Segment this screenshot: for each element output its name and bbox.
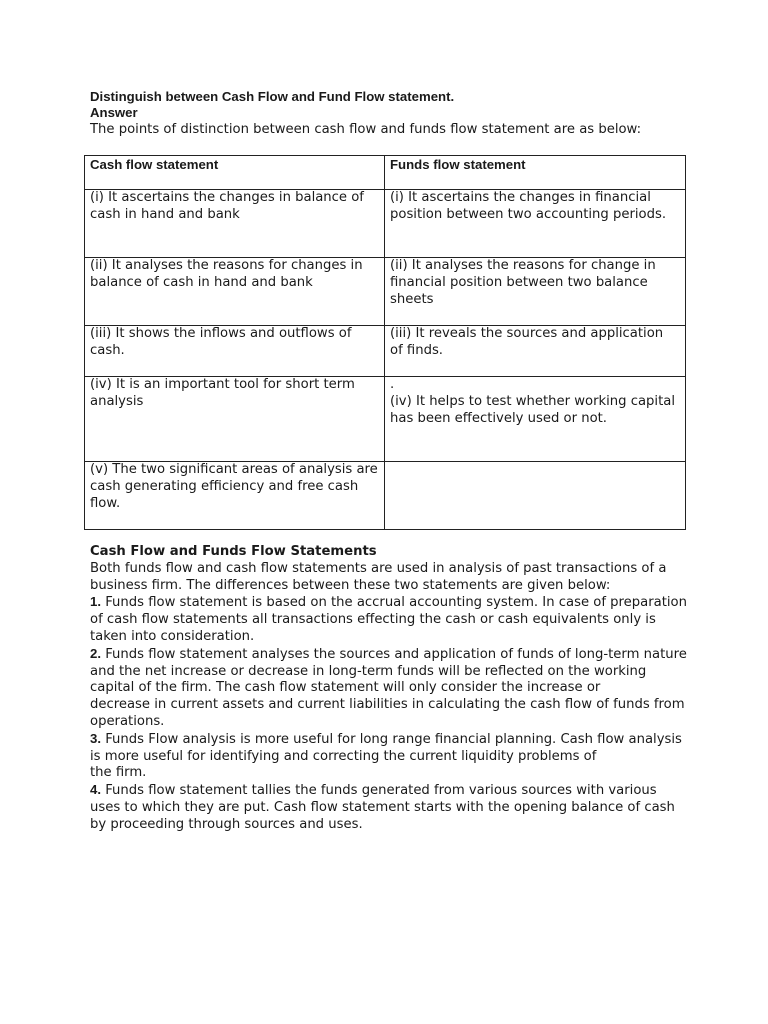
document-header (90, 89, 690, 139)
table-row (85, 190, 686, 258)
point-text: Funds Flow analysis is more useful for long range financial planning. Cash flow analysis is more useful for identifying and correcting the current liquidity problems of (90, 731, 682, 764)
point-text: Funds flow statement analyses the sources and application of funds of long-term nature and the net increase or decrease in long-term funds will be reflected on the working capital of the firm. The cash flow statement will only consider the increase or (90, 646, 687, 696)
funds-cell (385, 377, 686, 462)
explanation-section (90, 544, 690, 834)
table-row (85, 326, 686, 377)
point-paragraph (90, 646, 690, 697)
table-row (85, 377, 686, 462)
funds-cell: (i) It ascertains the changes in financial position between two accounting periods. (385, 190, 686, 258)
point-number: 3. (90, 730, 101, 746)
point-continuation: uses to which they are put. Cash flow statement starts with the opening balance of cash by proceeding through sources and uses. (90, 799, 675, 832)
point-continuation: decrease in current assets and current liabilities in calculating the cash flow of funds from operations. (90, 697, 685, 729)
point-paragraph (90, 594, 690, 645)
funds-cell-empty (385, 462, 686, 530)
point-continuation: the firm. (90, 765, 147, 781)
funds-dot: . (390, 377, 395, 392)
table-header-row (85, 156, 686, 190)
funds-cell: (iii) It reveals the sources and application of finds. (385, 326, 686, 377)
point-text: Funds flow statement tallies the funds generated from various sources with various (101, 783, 657, 799)
point-number: 2. (90, 645, 101, 661)
funds-cell: (ii) It analyses the reasons for change in financial position between two balance sheets (385, 258, 686, 326)
point-number: 4. (90, 782, 101, 798)
intro-paragraph: The points of distinction between cash flow and funds flow statement are as below: (90, 122, 642, 137)
point-paragraph (90, 782, 690, 800)
table-row (85, 462, 686, 530)
section-title: Cash Flow and Funds Flow Statements (90, 544, 377, 559)
funds-cell-text: (iv) It helps to test whether working capital has been effectively used or not. (390, 393, 676, 426)
page-title: Distinguish between Cash Flow and Fund Flow statement. (90, 89, 455, 104)
header-funds-flow: Funds flow statement (385, 156, 686, 190)
cash-cell: (ii) It analyses the reasons for changes in balance of cash in hand and bank (85, 258, 385, 326)
cash-cell: (i) It ascertains the changes in balance of cash in hand and bank (85, 190, 385, 258)
header-cash-flow: Cash flow statement (85, 156, 385, 190)
table-row (85, 258, 686, 326)
point-number: 1. (90, 594, 101, 610)
point-text: Funds flow statement is based on the accrual accounting system. In case of preparation of cash flow statements all transactions effecting the cash or cash equivalents only is taken into consideration. (90, 595, 687, 644)
section-intro-line: business firm. The differences between these two statements are given below: (90, 577, 611, 593)
cash-cell: (iii) It shows the inflows and outflows of cash. (85, 326, 385, 377)
cash-cell: (iv) It is an important tool for short term analysis (85, 377, 385, 462)
point-paragraph (90, 731, 690, 766)
section-intro-line: Both funds flow and cash flow statements are used in analysis of past transactions of a (90, 560, 667, 576)
comparison-table (84, 155, 686, 530)
answer-label: Answer (90, 105, 138, 120)
cash-cell: (v) The two significant areas of analysis are cash generating efficiency and free cash flow. (85, 462, 385, 530)
